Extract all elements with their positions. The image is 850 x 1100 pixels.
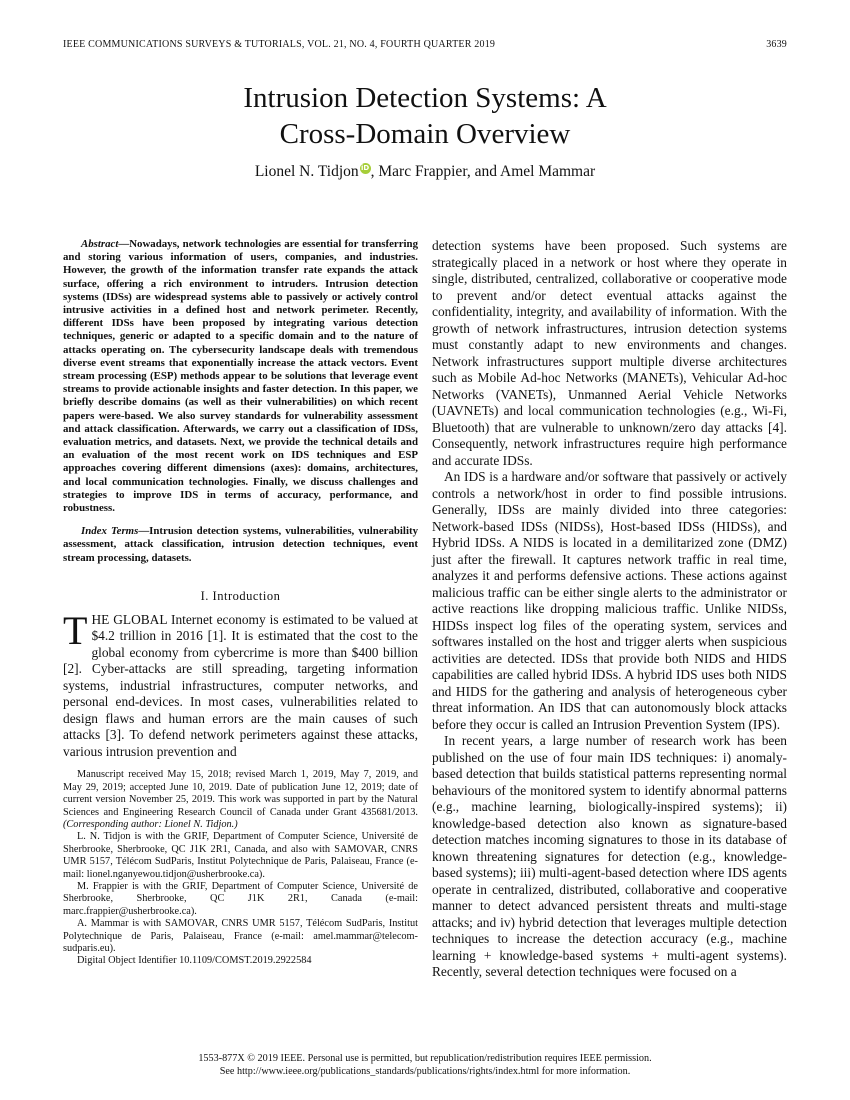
orcid-icon[interactable]: iD — [361, 164, 370, 172]
left-column — [63, 238, 418, 968]
footnote-manuscript: Manuscript received May 15, 2018; revised March 1, 2019, May 7, 2019, and May 29, 2019; accepted June 10, 2019. Date of publication June 12, 2019; date of current version November 25, 2019. This work was supported in part by the Natural Sciences and Engineering Research Council of Canada under Grant 435681/2013. (Corresponding author: Lionel N. Tidjon.) — [63, 769, 418, 830]
abstract — [63, 238, 418, 515]
title-line-1: Intrusion Detection Systems: A — [243, 82, 607, 114]
author-list — [0, 163, 850, 181]
footnote-tidjon: L. N. Tidjon is with the GRIF, Department of Computer Science, Université de Sherbrooke, Sherbrooke, QC J1K 2R1, Canada, and also with SAMOVAR, CNRS UMR 5157, Télécom SudParis, Institut Polytechnique de Paris, Palaiseau, France (e-mail: lionel.nganyewou.tidjon@usherbrooke.ca). — [63, 831, 418, 880]
footnote-doi[interactable]: Digital Object Identifier 10.1109/COMST.2019.2922584 — [77, 955, 312, 967]
right-paragraph-3: In recent years, a large number of research work has been published on the use of four main IDS techniques: i) anomaly-based detection that builds statistical patterns representing normal behaviours of the monitored system to identify abnormal patterns (e.g., machine learning, biologically-inspired systems); ii) knowledge-based detection also known as signature-based detection matches incoming signatures to those in its database of known threatening signatures for detection (e.g., knowledge-based systems); iii) multi-agent-based detection where IDS agents operate in centralized, distributed, collaborative and cooperative manner to detect advanced persistent threats and multi-stage attacks; and iv) hybrid detection that leverages multiple detection techniques to increase the detection accuracy (e.g., machine learning + knowledge-based systems + multi-agent systems). Recently, several detection techniques were focused on a — [432, 733, 787, 979]
intro-text: Internet economy is estimated to be valued at $4.2 trillion in 2016 [1]. It is estimated that the cost to the global economy from cybercrime is more than $400 billion [2]. Cyber-attacks are still spreading, targeting information systems, industrial infrastructures, computer networks, and personal end-devices. In most cases, vulnerabilities related to design flaws and human errors are the main causes of such attacks [3]. To defend network perimeters against these attacks, various intrusion prevention and — [63, 611, 418, 759]
title-line-2: Cross-Domain Overview — [279, 118, 571, 150]
copyright-line-1: 1553-877X © 2019 IEEE. Personal use is permitted, but republication/redistribution requires IEEE permission. — [198, 1053, 652, 1064]
abstract-text: —Nowadays, network technologies are essential for transferring and storing various information of users, companies, and industries. However, the growth of the information transfer rate expands the attack surface, offering a rich environment to intruders. Intrusion detection systems (IDSs) are widespread systems able to passively or actively control intrusive activities in a defined host and network perimeter. Recently, different IDSs have been proposed by integrating various detection techniques, generic or adapted to a specific domain and to the nature of attacks operating on. The cybersecurity landscape deals with tremendous diverse event streams that exponentially increase the attack vectors. Event stream processing (ESP) methods appear to be solutions that leverage event streams to provide actionable insights and faster detection. In this paper, we briefly describe domains (as well as their vulnerabilities) on which recent papers were-based. We also survey standards for vulnerability assessment and attack classification. Afterwards, we carry out a classification of IDSs, evaluation metrics, and datasets. Next, we provide the technical details and an evaluation of the most recent work on IDS techniques and ESP approaches covering different dimensions (axes): domains, architectures, and local communication technologies. Finally, we discuss challenges and strategies to improve IDS in terms of accuracy, performance, and robustness. — [63, 238, 418, 515]
copyright-notice — [0, 1053, 850, 1078]
right-paragraph-1: detection systems have been proposed. Such systems are strategically placed in a network or host where they operate in single, distributed, centralized, collaborative or cooperative mode to prevent and/or detect eventual attacks against the confidentiality, integrity, and availability of information. With the growth of network infrastructures, intrusion detection systems must constantly adapt to new environments and changes. Network infrastructures support multiple diverse architectures such as Mobile Ad-hoc Networks (MANETs), Vehicular Ad-hoc Networks (VANETs), Unmanned Aerial Vehicle Networks (UAVNETs) and local communication technologies (e.g., Wi-Fi, Bluetooth) that are vulnerable to unknown/zero day attacks [4]. Consequently, network infrastructures require high performance and accurate IDSs. — [432, 238, 787, 468]
page-number: 3639 — [766, 39, 787, 50]
footnote-mammar: A. Mammar is with SAMOVAR, CNRS UMR 5157, Télécom SudParis, Institut Polytechnique de Paris, Palaiseau, France (e-mail: amel.mammar@telecom-sudparis.eu). — [63, 918, 418, 955]
right-paragraph-2: An IDS is a hardware and/or software that passively or actively controls a network/host in order to find possible intrusions. Generally, IDSs are mainly divided into three categories: Network-based IDSs (NIDSs), Host-based IDSs (HIDSs), and Hybrid IDSs. A NIDS is located in a demilitarized zone (DMZ) just after the firewall. It captures network traffic in real time, analyzes it and performs defensive actions. These actions against malicious traffic can be either single alerts to the administrator or active reactions like dropping malicious traffic. Unlike NIDSs, HIDSs inspect log files of the operating system, services and softwares installed on the host and trigger alerts when suspicious activities are detected. IDSs that provide both NIDS and HIDS capabilities are called hybrid IDSs. A hybrid IDS uses both NIDS and HIDS for the gathering and analysis of heterogeneous cyber threat information. An IDS that can autonomously block attacks before they occur is called an Intrusion Prevention System (IPS). — [432, 469, 787, 732]
abstract-lead: Abstract — [81, 238, 119, 250]
author-first: Lionel N. Tidjon — [254, 163, 359, 181]
index-terms — [63, 525, 418, 565]
footnote-corresponding: (Corresponding author: Lionel N. Tidjon.) — [63, 819, 238, 830]
index-terms-lead: Index Terms — [81, 525, 139, 538]
journal-name: IEEE COMMUNICATIONS SURVEYS & TUTORIALS, VOL. 21, NO. 4, FOURTH QUARTER 2019 — [63, 39, 496, 50]
section-heading: I. Introduction — [200, 588, 281, 603]
index-terms-text: —Intrusion detection systems, vulnerabilities, vulnerability assessment, attack classification, intrusion detection techniques, event stream processing, datasets. — [63, 525, 418, 564]
footnote-frappier: M. Frappier is with the GRIF, Department of Computer Science, Université de Sherbrooke, Sherbrooke, QC J1K 2R1, Canada (e-mail: marc.frappier@usherbrooke.ca). — [63, 881, 418, 917]
right-column — [432, 238, 787, 981]
paper-title — [0, 80, 850, 152]
dropcap: T — [63, 607, 88, 653]
copyright-line-2[interactable]: See http://www.ieee.org/publications_standards/publications/rights/index.html for more information. — [219, 1065, 631, 1077]
author-rest: , Marc Frappier, and Amel Mammar — [370, 163, 596, 181]
intro-caps: HE GLOBAL — [91, 611, 168, 627]
footnotes — [63, 769, 418, 968]
intro-paragraph — [63, 607, 418, 761]
running-head — [63, 39, 787, 50]
